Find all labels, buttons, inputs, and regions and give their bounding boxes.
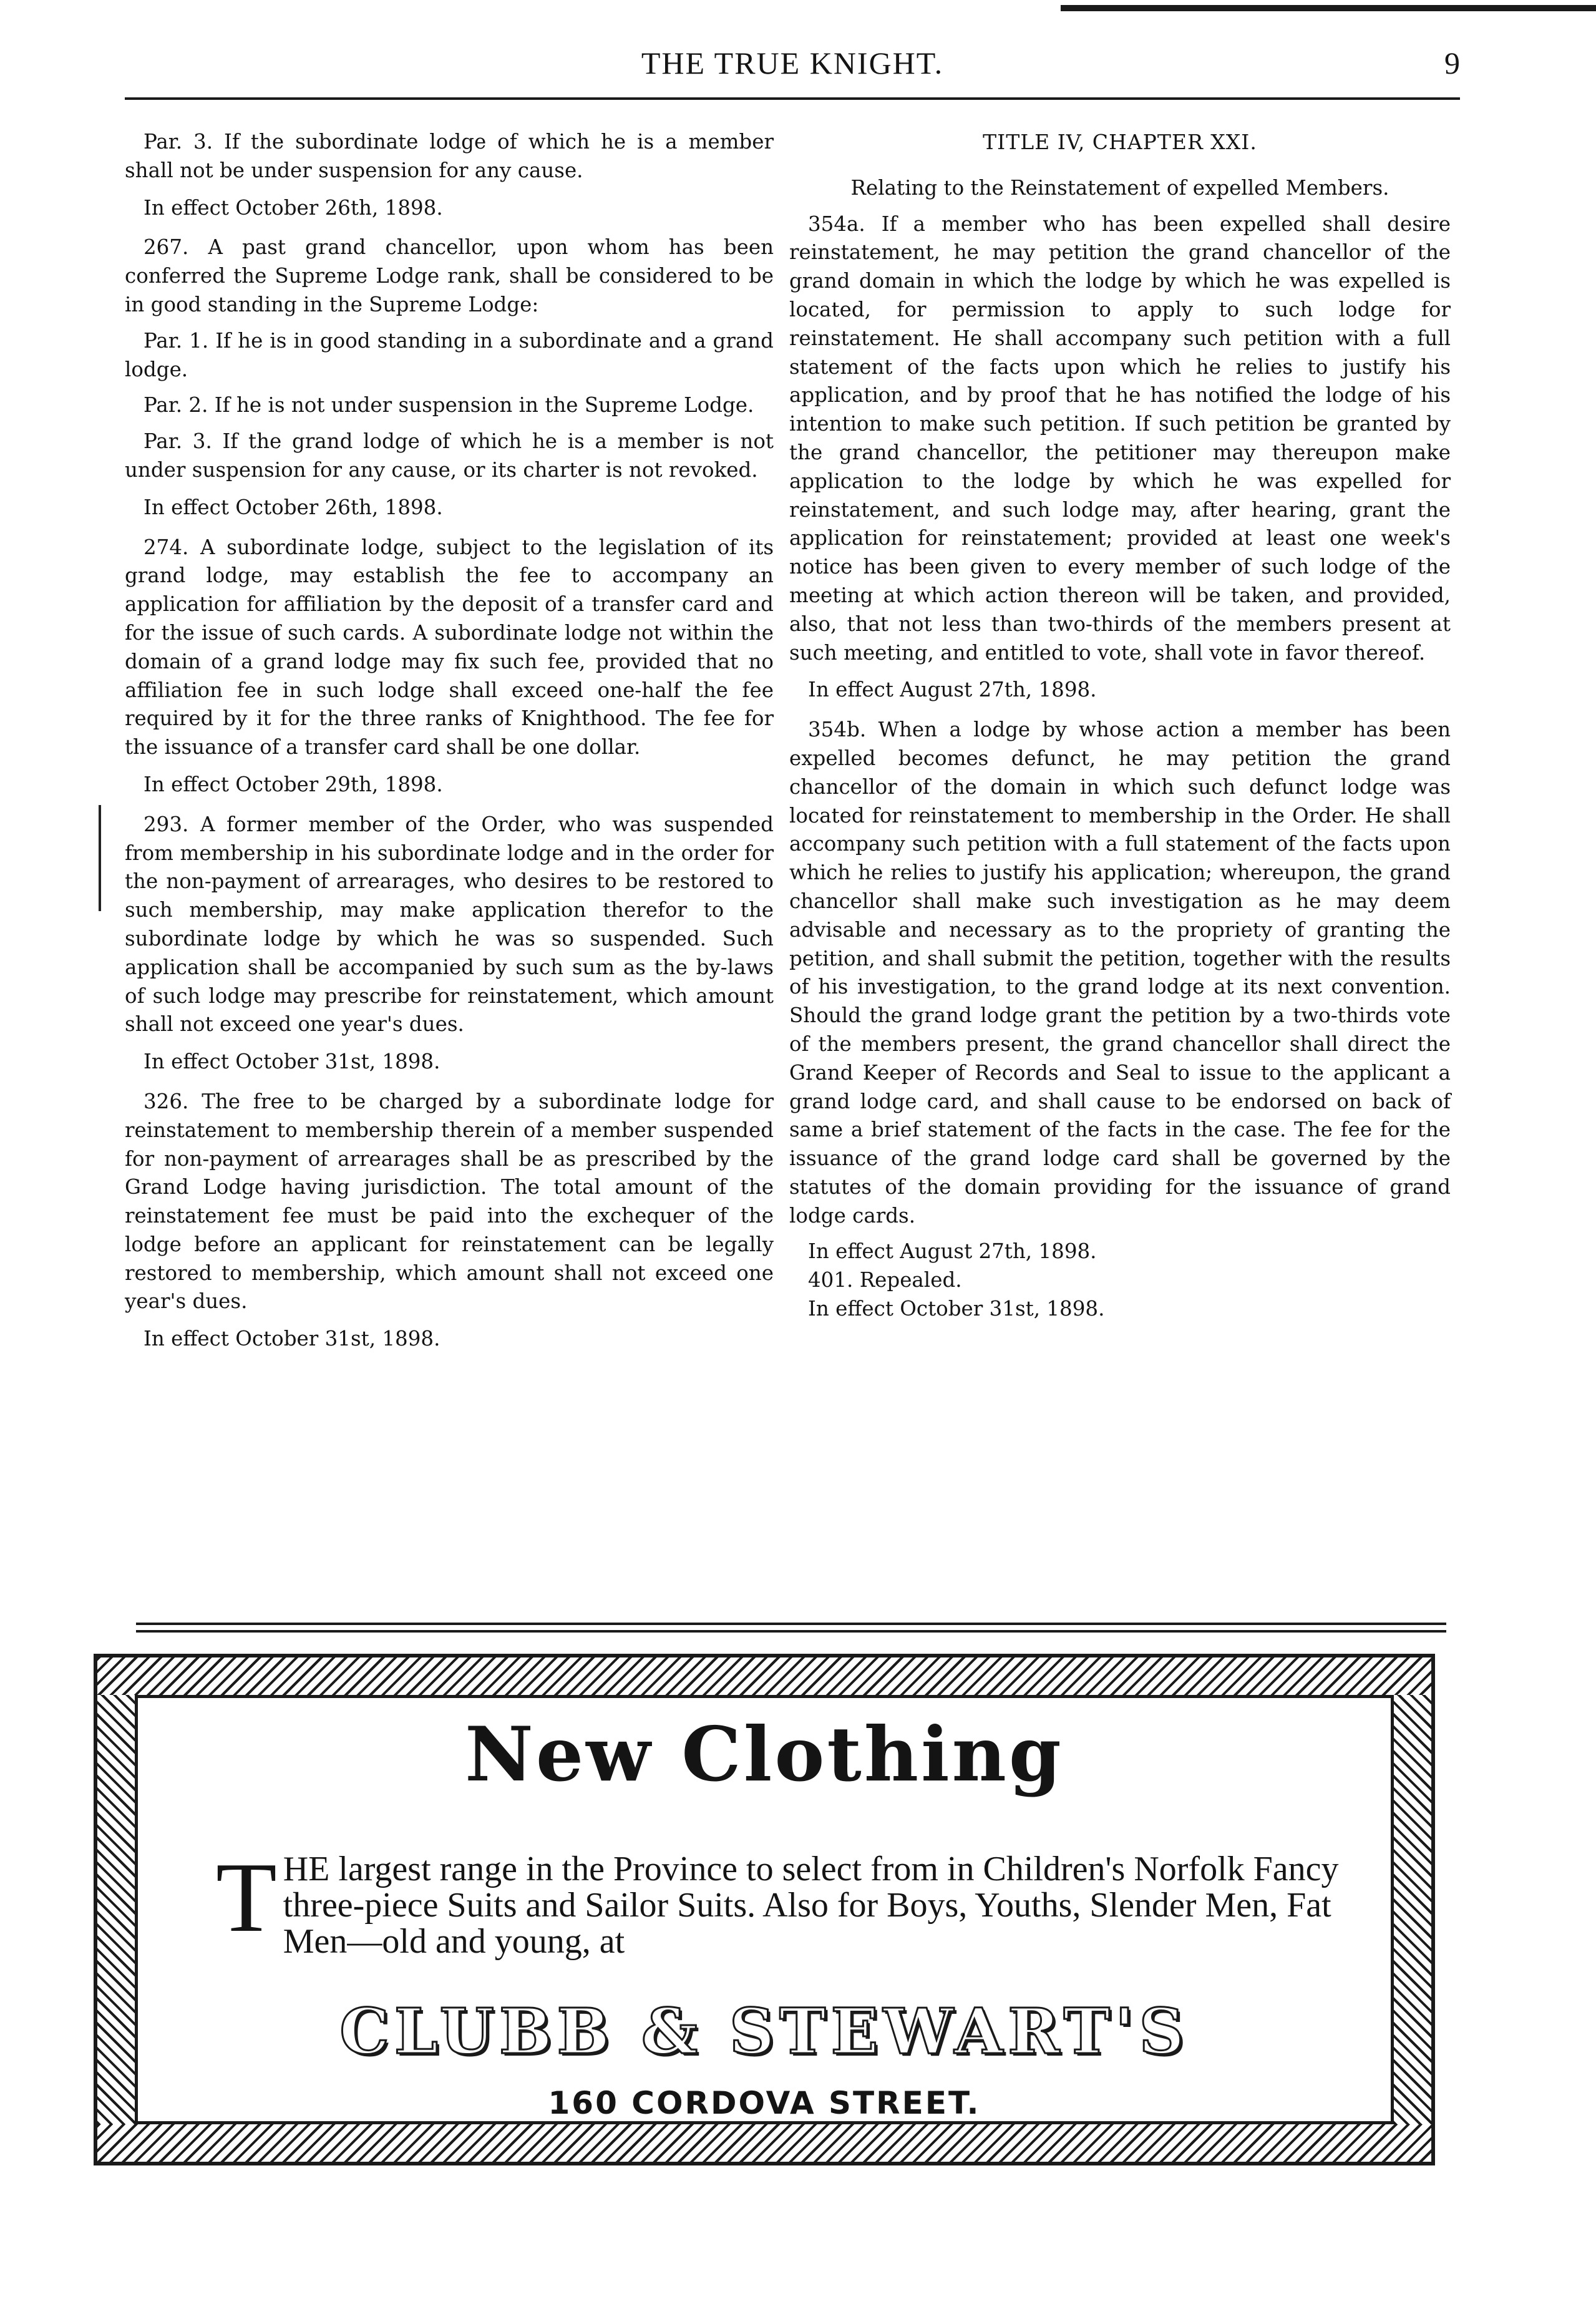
advertisement-content	[141, 1701, 1388, 2121]
paragraph: 293. A former member of the Order, who was suspended from membership in his subordinate lodge and in the order for the non-payment of arrearages, who desires to be restored to such membership, may make application therefor to the subordinate lodge by which he was so suspended. Such application shall be accompanied by such sum as the by-laws of such lodge may prescribe for reinstatement, which amount shall not exceed one year's dues.	[125, 812, 774, 1037]
ornamental-border-left	[97, 1695, 138, 2124]
paragraph: Par. 1. If he is in good standing in a subordinate and a grand lodge.	[125, 328, 774, 381]
ornamental-border-top	[97, 1657, 1431, 1698]
rule-line	[136, 1623, 1446, 1625]
left-column	[125, 128, 774, 1365]
ad-body-text: HE largest range in the Province to select from in Children's Norfolk Fancy three-piece Suits and Sailor Suits. Also for Boys, Youths, Slender Men, Fat Men—old and young, at	[283, 1850, 1339, 1961]
paragraph: Par. 3. If the grand lodge of which he is a member is not under suspension for any cause, or its charter is not revoked.	[125, 429, 774, 482]
effective-date: In effect October 26th, 1898.	[144, 195, 443, 220]
effective-date: In effect October 29th, 1898.	[144, 772, 443, 796]
paragraph: 274. A subordinate lodge, subject to the legislation of its grand lodge, may establish the fee to accompany an application for affiliation by the deposit of a transfer card and for the issue of such cards. A subordinate lodge not within the domain of a grand lodge may fix such fee, provided that no affiliation fee in such lodge shall exceed one-half the fee required by it for the three ranks of Knighthood. The fee for the issuance of a transfer card shall be one dollar.	[125, 535, 774, 759]
effective-date: In effect October 31st, 1898.	[144, 1327, 440, 1351]
top-edge-rule	[1061, 5, 1596, 11]
effective-date: In effect October 31st, 1898.	[144, 1050, 440, 1074]
margin-mark	[99, 805, 101, 911]
drop-cap: T	[216, 1842, 277, 1953]
paragraph: 401. Repealed.	[808, 1268, 962, 1292]
store-name: CLUBB & STEWART'S	[339, 1994, 1189, 2068]
effective-date: In effect October 26th, 1898.	[144, 495, 443, 519]
chapter-subtitle: Relating to the Reinstatement of expelled Members.	[850, 175, 1389, 200]
effective-date: In effect August 27th, 1898.	[808, 678, 1097, 702]
rule-line	[136, 1630, 1446, 1633]
right-column	[789, 128, 1451, 1324]
paragraph: Par. 2. If he is not under suspension in the Supreme Lodge.	[144, 393, 754, 417]
effective-date: In effect October 31st, 1898.	[808, 1297, 1105, 1321]
effective-date: In effect August 27th, 1898.	[808, 1239, 1097, 1264]
paragraph: 267. A past grand chancellor, upon whom has been conferred the Supreme Lodge rank, shall be considered to be in good standing in the Supreme Lodge:	[125, 235, 774, 316]
advertisement-box	[94, 1654, 1435, 2165]
header-rule	[125, 97, 1460, 100]
paragraph: Par. 3. If the subordinate lodge of which he is a member shall not be under suspension for any cause.	[125, 130, 774, 182]
ornamental-border-right	[1391, 1695, 1431, 2124]
page-number: 9	[1444, 46, 1460, 81]
page-header	[125, 44, 1460, 100]
ad-body	[216, 1842, 1351, 1961]
paragraph: 326. The free to be charged by a subordinate lodge for reinstatement to membership therein of a member suspended for non-payment of arrearages shall be as prescribed by the Grand Lodge having jurisdiction. The total amount of the reinstatement fee must be paid into the exchequer of the lodge before an applicant for reinstatement can be legally restored to membership, which amount shall not exceed one year's dues.	[125, 1089, 774, 1314]
publication-title: THE TRUE KNIGHT.	[641, 46, 944, 81]
store-address: 160 CORDOVA STREET.	[548, 2085, 981, 2121]
ornamental-border-bottom	[97, 2121, 1431, 2162]
advertisement-rules	[136, 1623, 1446, 1638]
chapter-title: TITLE IV, CHAPTER XXI.	[983, 130, 1257, 154]
paragraph: 354a. If a member who has been expelled shall desire reinstatement, he may petition the grand chancellor of the grand domain in which the lodge by which he was expelled is located, for permission to apply to such lodge for reinstatement. He shall accompany such petition with a full statement of the facts upon which he relies to justify his application, and by proof that he has notified the lodge of his intention to make such petition. If such petition be granted by the grand chancellor, the petitioner may thereupon make application to the lodge by which he was expelled for reinstatement, and such lodge may, after hearing, grant the application for reinstatement; provided at least one week's notice has been given to every member of such lodge of the meeting at which action thereon will be taken, and provided, also, that not less than two-thirds of the members present at such meeting, and entitled to vote, shall vote in favor thereof.	[789, 212, 1451, 665]
paragraph: 354b. When a lodge by whose action a member has been expelled becomes defunct, he may petition the grand chancellor of the domain in which such defunct lodge was located for reinstatement to membership in the Order. He shall accompany such petition with a full statement of the facts upon which he relies to justify his application; whereupon, the grand chancellor shall make such investigation as he may deem advisable and necessary as to the propriety of granting the petition, and shall submit the petition, together with the results of his investigation, to the grand lodge at its next convention. Should the grand lodge grant the petition by a two-thirds vote of the members present, the grand chancellor shall direct the Grand Keeper of Records and Seal to issue to the applicant a grand lodge card, and shall cause to be endorsed on back of same a brief statement of the facts in the case. The fee for the issuance of the grand lodge card shall be governed by the statutes of the domain providing for the issuance of grand lodge cards.	[789, 718, 1451, 1228]
ad-headline: New Clothing	[465, 1711, 1064, 1799]
